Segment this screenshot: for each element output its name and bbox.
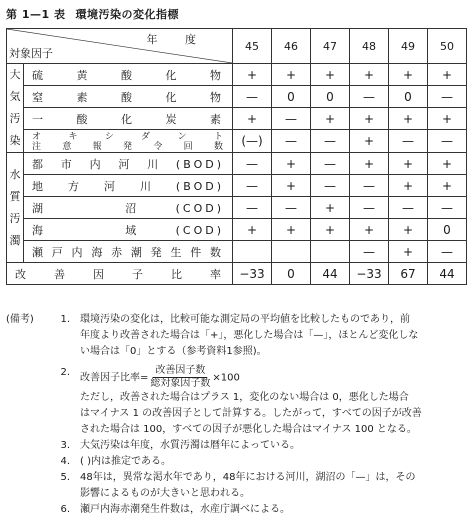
value-cell: + (428, 153, 467, 175)
value-cell: + (389, 108, 428, 130)
factor-name: 都市内河川(BOD) (24, 153, 233, 175)
formula (80, 365, 470, 390)
factor-name: 地方河川(BOD) (24, 175, 233, 197)
improvement-value: 67 (389, 263, 428, 285)
year-header: 50 (428, 29, 467, 64)
note-text: された場合は 100，すべての因子が悪化した場合はマイナス 100 となる。 (80, 424, 417, 435)
value-cell: — (272, 130, 311, 153)
improvement-value: 44 (311, 263, 350, 285)
value-cell: + (350, 219, 389, 241)
formula-rhs: ×100 (212, 372, 240, 384)
value-cell: — (428, 130, 467, 153)
note-text: 年度より改善された場合は「+」，悪化した場合は「—」，ほとんど変化しな (80, 330, 419, 341)
value-cell: + (350, 64, 389, 86)
value-cell: + (350, 108, 389, 130)
value-cell: + (233, 64, 272, 86)
value-cell: + (311, 108, 350, 130)
group-label-char: 濁 (9, 233, 21, 247)
group-label-char: 水 (9, 167, 21, 181)
group-label-char: 質 (9, 189, 21, 203)
improvement-row (7, 263, 467, 285)
note-text: 大気汚染は年度，水質汚濁は暦年によっている。 (80, 440, 300, 451)
value-cell (311, 241, 350, 263)
note-number: 5. (60, 472, 70, 483)
value-cell: + (272, 64, 311, 86)
note-text: 48年は，異常な渇水年であり，48年における河川，湖沼の「—」は，その (80, 472, 416, 483)
factor-name: 一酸化炭素 (24, 108, 233, 130)
factor-name: 湖 沼(COD) (24, 197, 233, 219)
header-row (7, 29, 467, 64)
value-cell: + (428, 64, 467, 86)
value-cell: + (311, 197, 350, 219)
formula-denominator: 総対象因子数 (150, 378, 211, 389)
factor-label: 対象因子 (9, 47, 53, 60)
notes-section (6, 312, 470, 518)
note-text: 瀬戸内海赤潮発生件数は，水産庁調べによる。 (80, 504, 290, 515)
table-title (6, 6, 179, 22)
value-cell: + (389, 64, 428, 86)
group-label-char: 汚 (9, 211, 21, 225)
value-cell: — (428, 86, 467, 108)
group-label-char: 汚 (9, 112, 21, 125)
improvement-value: 0 (272, 263, 311, 285)
value-cell: + (233, 219, 272, 241)
year-header: 45 (233, 29, 272, 64)
value-cell: — (389, 197, 428, 219)
table-title-text: 環境汚染の変化指標 (75, 8, 179, 21)
value-cell: — (233, 153, 272, 175)
value-cell: — (389, 130, 428, 153)
value-cell: — (350, 86, 389, 108)
table-row (7, 153, 467, 175)
value-cell: — (233, 86, 272, 108)
year-header: 49 (389, 29, 428, 64)
value-cell: — (428, 241, 467, 263)
note-text: 影響によるものが大きいと思われる。 (80, 488, 250, 499)
factor-name (24, 130, 233, 153)
improvement-value: −33 (233, 263, 272, 285)
value-cell: — (311, 153, 350, 175)
note-text: 環境汚染の変化は，比較可能な測定局の平均値を比較したものであり，前 (80, 314, 410, 325)
note-text: い場合は「0」とする（参考資料1参照)。 (80, 346, 267, 357)
note-number: 3. (60, 440, 70, 451)
formula-lhs: 改善因子比率= (80, 372, 149, 384)
factor-name-line: 注意報発令回数 (32, 141, 224, 152)
improvement-label: 改善因子比率 (7, 263, 233, 285)
year-header: 46 (272, 29, 311, 64)
note-number: 2. (60, 367, 70, 378)
table-body (7, 64, 467, 285)
group-label-char: 気 (9, 90, 21, 103)
value-cell: + (389, 175, 428, 197)
value-cell: + (428, 175, 467, 197)
value-cell: — (311, 130, 350, 153)
year-header: 47 (311, 29, 350, 64)
diagonal-header-cell (7, 29, 233, 64)
factor-name: 瀬戸内海赤潮発生件数 (24, 241, 233, 263)
note-text: ( )内は推定である。 (80, 456, 171, 467)
improvement-value: 44 (428, 263, 467, 285)
value-cell: + (428, 108, 467, 130)
note-number: 4. (60, 456, 70, 467)
value-cell: + (389, 153, 428, 175)
group-label-char: 染 (9, 134, 21, 147)
value-cell: — (233, 175, 272, 197)
table-number: 第 1—1 表 (6, 8, 66, 21)
value-cell: 0 (311, 86, 350, 108)
note-item (6, 312, 470, 328)
value-cell: + (272, 153, 311, 175)
table-row (7, 64, 467, 86)
note-item (6, 454, 470, 470)
table-row (7, 241, 467, 263)
note-item (6, 365, 470, 390)
year-header: 48 (350, 29, 389, 64)
factor-name: 硫黄酸化物 (24, 64, 233, 86)
value-cell (272, 241, 311, 263)
improvement-value: −33 (350, 263, 389, 285)
environment-pollution-table (6, 28, 467, 285)
table-row (7, 86, 467, 108)
value-cell: (—) (233, 130, 272, 153)
group-label (7, 64, 24, 153)
value-cell: — (350, 175, 389, 197)
value-cell: + (350, 153, 389, 175)
value-cell (233, 241, 272, 263)
table-row (7, 175, 467, 197)
year-label: 年 度 (146, 33, 208, 46)
note-item (6, 502, 470, 518)
table-row (7, 219, 467, 241)
note-item (6, 438, 470, 454)
group-label (7, 153, 24, 263)
value-cell: — (428, 197, 467, 219)
factor-name-line: オキシダント (32, 131, 224, 142)
note-number: 6. (60, 504, 70, 515)
note-number: 1. (60, 314, 70, 325)
value-cell: — (233, 197, 272, 219)
notes-label: (備考) (6, 314, 34, 325)
value-cell: — (272, 197, 311, 219)
value-cell: — (350, 241, 389, 263)
note-text: はマイナス 1 の改善因子として計算する。したがって，すべての因子が改善 (80, 408, 422, 419)
value-cell: — (311, 175, 350, 197)
value-cell: + (311, 219, 350, 241)
value-cell: — (272, 108, 311, 130)
value-cell: + (233, 108, 272, 130)
value-cell: 0 (389, 86, 428, 108)
value-cell: + (389, 241, 428, 263)
value-cell: + (350, 130, 389, 153)
table-row (7, 108, 467, 130)
value-cell: + (272, 219, 311, 241)
value-cell: + (272, 175, 311, 197)
table-row (7, 197, 467, 219)
value-cell: 0 (428, 219, 467, 241)
value-cell: 0 (272, 86, 311, 108)
factor-name: 窒素酸化物 (24, 86, 233, 108)
note-text: ただし，改善された場合はプラス 1，変化のない場合は 0，悪化した場合 (80, 392, 409, 403)
value-cell: — (350, 197, 389, 219)
factor-name: 海 域(COD) (24, 219, 233, 241)
table-row (7, 130, 467, 153)
formula-numerator: 改善因子数 (155, 365, 206, 376)
value-cell: + (311, 64, 350, 86)
value-cell: + (389, 219, 428, 241)
group-label-char: 大 (9, 68, 21, 81)
note-item (6, 470, 470, 486)
